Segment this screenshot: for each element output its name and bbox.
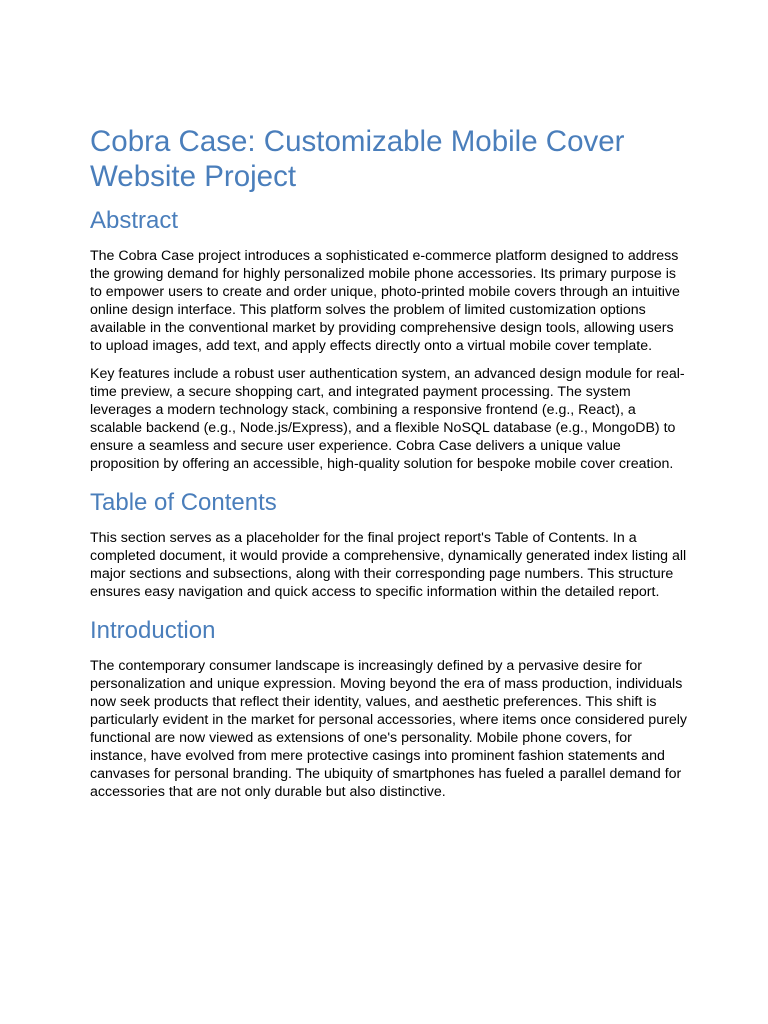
section-introduction	[90, 617, 688, 801]
section-abstract	[90, 207, 688, 473]
introduction-paragraph: The contemporary consumer landscape is increasingly defined by a pervasive desire for personalization and unique expression. Moving beyond the era of mass production, individuals now seek products that reflect their identity, values, and aesthetic preferences. This shift is particularly evident in the market for personal accessories, where items once considered purely functional are now viewed as extensions of one's personality. Mobile phone covers, for instance, have evolved from mere protective casings into prominent fashion statements and canvases for personal branding. The ubiquity of smartphones has fueled a parallel demand for accessories that are not only durable but also distinctive.	[90, 658, 687, 800]
table-of-contents-paragraph: This section serves as a placeholder for the final project report's Table of Contents. In a completed document, it would provide a comprehensive, dynamically generated index listing all major sections and subsections, along with their corresponding page numbers. This structure ensures easy navigation and quick access to specific information within the detailed report.	[90, 530, 687, 600]
section-table-of-contents	[90, 489, 688, 601]
document-page	[90, 124, 688, 817]
document-title: Cobra Case: Customizable Mobile Cover Website Project	[90, 125, 625, 193]
abstract-paragraph-2: Key features include a robust user authentication system, an advanced design module for real-time preview, a secure shopping cart, and integrated payment processing. The system leverages a modern technology stack, combining a responsive frontend (e.g., React), a scalable backend (e.g., Node.js/Express), and a flexible NoSQL database (e.g., MongoDB) to ensure a seamless and secure user experience. Cobra Case delivers a unique value proposition by offering an accessible, high-quality solution for bespoke mobile cover creation.	[90, 366, 685, 472]
section-heading-introduction: Introduction	[90, 617, 216, 644]
section-heading-table-of-contents: Table of Contents	[90, 489, 277, 516]
section-heading-abstract: Abstract	[90, 207, 179, 234]
abstract-paragraph-1: The Cobra Case project introduces a sophisticated e-commerce platform designed to address the growing demand for highly personalized mobile phone accessories. Its primary purpose is to empower users to create and order unique, photo-printed mobile covers through an intuitive online design interface. This platform solves the problem of limited customization options available in the conventional market by providing comprehensive design tools, allowing users to upload images, add text, and apply effects directly onto a virtual mobile cover template.	[90, 248, 680, 354]
